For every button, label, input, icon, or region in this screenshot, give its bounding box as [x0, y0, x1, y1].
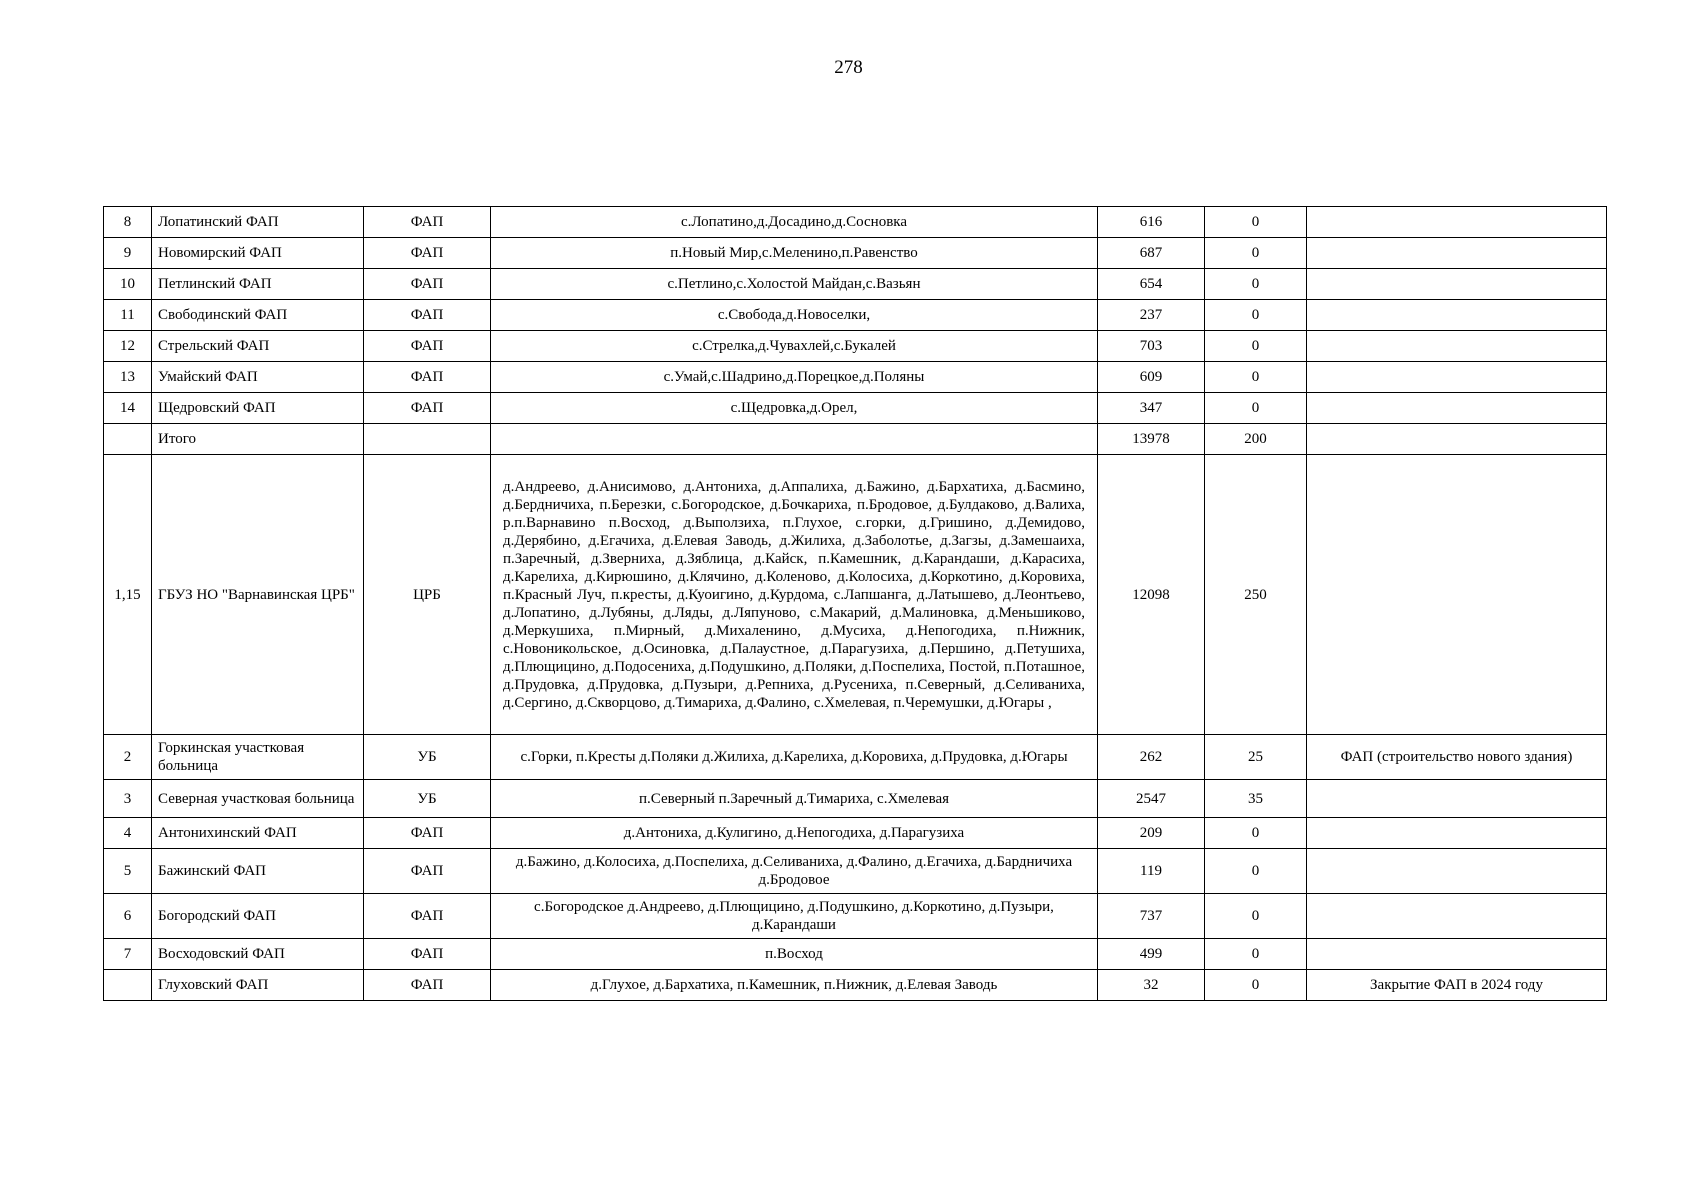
table-row: [104, 207, 1607, 238]
served-settlements-cell: [491, 424, 1098, 455]
facility-type-cell: ФАП: [364, 393, 491, 424]
row-number-cell: 2: [104, 735, 152, 780]
population-count-cell: 32: [1098, 970, 1205, 1001]
population-count-cell: 237: [1098, 300, 1205, 331]
row-number-cell: 11: [104, 300, 152, 331]
row-number-cell: 8: [104, 207, 152, 238]
row-number-cell: 1,15: [104, 455, 152, 735]
bed-count-cell: 0: [1205, 300, 1307, 331]
served-settlements-cell: с.Стрелка,д.Чувахлей,с.Букалей: [491, 331, 1098, 362]
facility-name-cell: ГБУЗ НО "Варнавинская ЦРБ": [152, 455, 364, 735]
row-number-cell: 4: [104, 818, 152, 849]
served-settlements-cell: с.Богородское д.Андреево, д.Плющицино, д.Подушкино, д.Коркотино, д.Пузыри, д.Карандаши: [491, 894, 1098, 939]
bed-count-cell: 0: [1205, 362, 1307, 393]
table-row: [104, 849, 1607, 894]
table-row: [104, 300, 1607, 331]
table-row: [104, 424, 1607, 455]
row-number-cell: [104, 424, 152, 455]
served-settlements-cell: с.Петлино,с.Холостой Майдан,с.Вазьян: [491, 269, 1098, 300]
row-number-cell: 9: [104, 238, 152, 269]
facility-name-cell: Северная участковая больница: [152, 780, 364, 818]
population-count-cell: 737: [1098, 894, 1205, 939]
facility-type-cell: ФАП: [364, 207, 491, 238]
bed-count-cell: 0: [1205, 894, 1307, 939]
population-count-cell: 347: [1098, 393, 1205, 424]
facility-type-cell: ФАП: [364, 331, 491, 362]
row-number-cell: 3: [104, 780, 152, 818]
population-count-cell: 209: [1098, 818, 1205, 849]
served-settlements-cell: с.Умай,с.Шадрино,д.Порецкое,д.Поляны: [491, 362, 1098, 393]
bed-count-cell: 35: [1205, 780, 1307, 818]
population-count-cell: 12098: [1098, 455, 1205, 735]
table-row: [104, 780, 1607, 818]
note-cell: [1307, 894, 1607, 939]
note-cell: [1307, 393, 1607, 424]
table-row: [104, 238, 1607, 269]
facility-type-cell: ФАП: [364, 894, 491, 939]
note-cell: [1307, 362, 1607, 393]
bed-count-cell: 0: [1205, 207, 1307, 238]
bed-count-cell: 200: [1205, 424, 1307, 455]
served-settlements-cell: д.Глухое, д.Бархатиха, п.Камешник, п.Нижник, д.Елевая Заводь: [491, 970, 1098, 1001]
row-number-cell: 5: [104, 849, 152, 894]
facility-name-cell: Горкинская участковая больница: [152, 735, 364, 780]
table-row: [104, 362, 1607, 393]
table-row: [104, 393, 1607, 424]
bed-count-cell: 0: [1205, 331, 1307, 362]
population-count-cell: 13978: [1098, 424, 1205, 455]
medical-facilities-table: [103, 206, 1607, 1001]
row-number-cell: 14: [104, 393, 152, 424]
population-count-cell: 499: [1098, 939, 1205, 970]
page-number: 278: [834, 57, 863, 78]
note-cell: [1307, 939, 1607, 970]
note-cell: [1307, 238, 1607, 269]
bed-count-cell: 0: [1205, 269, 1307, 300]
facility-type-cell: ФАП: [364, 939, 491, 970]
facility-name-cell: Новомирский ФАП: [152, 238, 364, 269]
bed-count-cell: 0: [1205, 939, 1307, 970]
row-number-cell: 12: [104, 331, 152, 362]
table-row: [104, 970, 1607, 1001]
population-count-cell: 703: [1098, 331, 1205, 362]
bed-count-cell: 250: [1205, 455, 1307, 735]
row-number-cell: 13: [104, 362, 152, 393]
table-row: [104, 331, 1607, 362]
note-cell: [1307, 780, 1607, 818]
served-settlements-cell: с.Лопатино,д.Досадино,д.Сосновка: [491, 207, 1098, 238]
facility-type-cell: УБ: [364, 780, 491, 818]
note-cell: [1307, 455, 1607, 735]
facility-name-cell: Глуховский ФАП: [152, 970, 364, 1001]
facility-type-cell: ФАП: [364, 818, 491, 849]
facility-name-cell: Бажинский ФАП: [152, 849, 364, 894]
bed-count-cell: 0: [1205, 849, 1307, 894]
population-count-cell: 2547: [1098, 780, 1205, 818]
facility-type-cell: ФАП: [364, 269, 491, 300]
facility-name-cell: Лопатинский ФАП: [152, 207, 364, 238]
facility-type-cell: ФАП: [364, 300, 491, 331]
note-cell: ФАП (строительство нового здания): [1307, 735, 1607, 780]
served-settlements-cell: п.Новый Мир,с.Меленино,п.Равенство: [491, 238, 1098, 269]
bed-count-cell: 25: [1205, 735, 1307, 780]
served-settlements-cell: п.Восход: [491, 939, 1098, 970]
note-cell: Закрытие ФАП в 2024 году: [1307, 970, 1607, 1001]
note-cell: [1307, 269, 1607, 300]
served-settlements-cell: с.Щедровка,д.Орел,: [491, 393, 1098, 424]
served-settlements-cell: п.Северный п.Заречный д.Тимариха, с.Хмелевая: [491, 780, 1098, 818]
facility-name-cell: Антонихинский ФАП: [152, 818, 364, 849]
population-count-cell: 609: [1098, 362, 1205, 393]
population-count-cell: 119: [1098, 849, 1205, 894]
note-cell: [1307, 331, 1607, 362]
facility-type-cell: ЦРБ: [364, 455, 491, 735]
note-cell: [1307, 424, 1607, 455]
facility-name-cell: Итого: [152, 424, 364, 455]
row-number-cell: [104, 970, 152, 1001]
note-cell: [1307, 818, 1607, 849]
facility-type-cell: ФАП: [364, 362, 491, 393]
bed-count-cell: 0: [1205, 393, 1307, 424]
row-number-cell: 6: [104, 894, 152, 939]
facility-name-cell: Щедровский ФАП: [152, 393, 364, 424]
table-row: [104, 269, 1607, 300]
note-cell: [1307, 849, 1607, 894]
facility-type-cell: ФАП: [364, 849, 491, 894]
facility-name-cell: Петлинский ФАП: [152, 269, 364, 300]
facility-name-cell: Восходовский ФАП: [152, 939, 364, 970]
table-row: [104, 455, 1607, 735]
facility-name-cell: Свободинский ФАП: [152, 300, 364, 331]
population-count-cell: 687: [1098, 238, 1205, 269]
population-count-cell: 616: [1098, 207, 1205, 238]
note-cell: [1307, 300, 1607, 331]
facility-name-cell: Стрельский ФАП: [152, 331, 364, 362]
population-count-cell: 262: [1098, 735, 1205, 780]
facility-name-cell: Богородский ФАП: [152, 894, 364, 939]
row-number-cell: 7: [104, 939, 152, 970]
facility-type-cell: ФАП: [364, 238, 491, 269]
note-cell: [1307, 207, 1607, 238]
served-settlements-cell: д.Бажино, д.Колосиха, д.Поспелиха, д.Селиваниха, д.Фалино, д.Егачиха, д.Бардничиха д.Бродовое: [491, 849, 1098, 894]
table-row: [104, 735, 1607, 780]
facility-name-cell: Умайский ФАП: [152, 362, 364, 393]
facility-type-cell: [364, 424, 491, 455]
bed-count-cell: 0: [1205, 970, 1307, 1001]
row-number-cell: 10: [104, 269, 152, 300]
bed-count-cell: 0: [1205, 238, 1307, 269]
table-row: [104, 894, 1607, 939]
served-settlements-cell: д.Андреево, д.Анисимово, д.Антониха, д.Аппалиха, д.Бажино, д.Бархатиха, д.Басмино, д.Бердничиха, п.Березки, с.Богородское, д.Бочкариха, п.Бродовое, д.Булдаково, д.Валиха, р.п.Варнавино п.Восход, д.Выползиха, п.Глухое, с.горки, д.Гришино, д.Демидово, д.Дерябино, д.Егачиха, д.Елевая Заводь, д.Жилиха, д.Заболотье, д.Загзы, д.Замешаиха, п.Заречный, д.Звернихa, д.Зяблица, д.Кайск, п.Камешник, д.Карандаши, д.Карасиха, д.Карелиха, д.Кирюшино, д.Клячино, д.Коленово, д.Колосиха, д.Коркотино, д.Коровиха, п.Красный Луч, п.кресты, д.Куоигино, д.Курдома, с.Лапшанга, д.Латышево, д.Леонтьево, д.Лопатино, д.Лубяны, д.Ляды, д.Ляпуново, с.Макарий, д.Малиновка, д.Меньшиково, д.Меркушиха, п.Мирный, д.Михаленино, д.Мусиха, д.Непогодиха, п.Нижник, с.Новоникольское, д.Осиновка, д.Палаустное, д.Парагузиха, д.Першино, д.Петушиха, д.Плющицино, д.Подосениха, д.Подушкино, д.Поляки, д.Поспелиха, Постой, п.Поташное, д.Прудовка, д.Прудовка, д.Пузыри, д.Репниха, д.Русениха, п.Северный, д.Селиваниха, д.Сергино, д.Скворцово, д.Тимариха, д.Фалино, с.Хмелевая, п.Черемушки, д.Югары ,: [491, 455, 1098, 735]
served-settlements-cell: с.Свобода,д.Новоселки,: [491, 300, 1098, 331]
table-body: [104, 207, 1607, 1001]
bed-count-cell: 0: [1205, 818, 1307, 849]
served-settlements-cell: д.Антониха, д.Кулигино, д.Непогодиха, д.Парагузиха: [491, 818, 1098, 849]
table-row: [104, 818, 1607, 849]
facility-type-cell: ФАП: [364, 970, 491, 1001]
served-settlements-cell: с.Горки, п.Кресты д.Поляки д.Жилиха, д.Карелиха, д.Коровиха, д.Прудовка, д.Югары: [491, 735, 1098, 780]
population-count-cell: 654: [1098, 269, 1205, 300]
table-row: [104, 939, 1607, 970]
facility-type-cell: УБ: [364, 735, 491, 780]
